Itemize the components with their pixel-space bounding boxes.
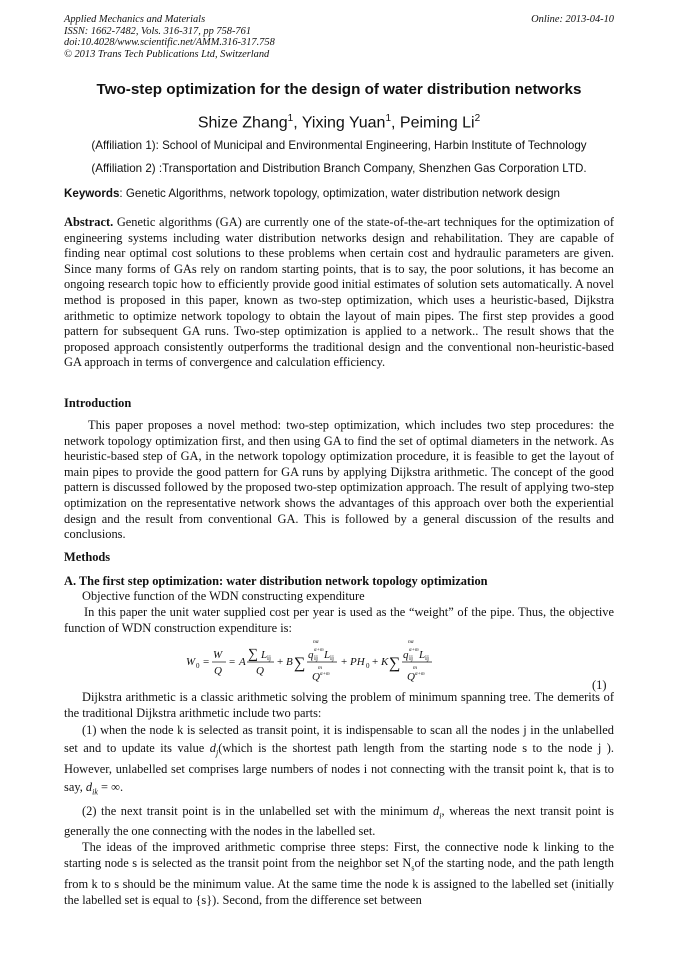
methods-heading: Methods bbox=[64, 550, 111, 564]
eq-equals: = bbox=[229, 656, 236, 668]
eq-sum-icon: ∑ bbox=[248, 647, 258, 662]
eq-k: K bbox=[381, 656, 389, 668]
var-d: d bbox=[85, 779, 93, 794]
var-d: d bbox=[209, 740, 216, 755]
eq-l: L bbox=[419, 649, 426, 661]
var-d-sub: j bbox=[215, 747, 219, 757]
eq-q-den: Q bbox=[256, 665, 264, 677]
ideas-paragraph bbox=[64, 839, 614, 908]
doi-line: doi:10.4028/www.scientific.net/AMM.316-317.758 bbox=[64, 37, 275, 49]
affiliation-1: (Affiliation 1): School of Municipal and Environmental Engineering, Harbin Institute of Technology bbox=[91, 139, 587, 152]
keywords-label: Keywords bbox=[64, 187, 120, 200]
objective-equation bbox=[186, 636, 456, 682]
author-affil-sup: 1 bbox=[287, 113, 294, 124]
author-list bbox=[0, 113, 678, 132]
eq-ph-sub: 0 bbox=[366, 662, 370, 670]
point-1-text: (which is the shortest path length from the starting node s to the node j ). However, unlabelled set comprises large numbers of nodes i not connecting with the transit point k, that is to say, bbox=[64, 740, 614, 794]
eq-w0-sub: 0 bbox=[196, 662, 200, 670]
eq-exp: α+m bbox=[320, 672, 330, 677]
author-affil-sup: 1 bbox=[385, 113, 392, 124]
var-d: d bbox=[433, 804, 440, 818]
introduction-heading: Introduction bbox=[64, 396, 132, 410]
eq-q-den: Q bbox=[407, 671, 415, 682]
eq-q-sub: ij bbox=[409, 654, 413, 662]
objective-line: Objective function of the WDN constructing expenditure bbox=[82, 589, 365, 603]
author-separator: , bbox=[293, 114, 302, 132]
methods-subheading: A. The first step optimization: water distribution network topology optimization bbox=[64, 574, 488, 588]
online-date: Online: 2013-04-10 bbox=[531, 14, 614, 25]
eq-l: L bbox=[324, 649, 331, 661]
point-2-text: (2) the next transit point is in the unlabelled set with the minimum bbox=[82, 804, 434, 818]
journal-name: Applied Mechanics and Materials bbox=[64, 14, 206, 25]
keywords-text: : Genetic Algorithms, network topology, optimization, water distribution network design bbox=[119, 187, 560, 200]
eq-sum-icon: ∑ bbox=[294, 655, 306, 672]
eq-l-sub: ij bbox=[425, 654, 429, 662]
eq-l-sub: ij bbox=[267, 654, 271, 662]
abstract-text: Genetic algorithms (GA) are currently one of the state-of-the-art techniques for the optimization of engineering systems including water distribution networks design and rehabilitation. They are capable of finding near optimal cost solutions to these problems when certain cost and hydraulic parameters are given. Since many forms of GAs rely on random starting points, that is to say, the poor solutions, it has become an ongoing research topic how to efficiently provide good initial estimates of solution sets automatically. A novel method is proposed in this paper, known as two-step optimization, which uses a heuristic-based, Dijkstra arithmetic to optimize network topology to obtain the layout of main pipes. The first step provides a good pattern for subsequent GA runs. Two-step optimization is applied to a network.. The result shows that the proposed approach consistently outperforms the traditional design and the conventional non-heuristic-based GA approach in terms of convergence and calculation efficiency. bbox=[64, 215, 614, 370]
abstract bbox=[64, 215, 614, 371]
eq-q: q bbox=[308, 649, 314, 661]
eq-q: q bbox=[403, 649, 409, 661]
point-1-text: (1) when the node k is selected as transit point, it is indispensable to scan all the nodes j in the unlabelled set and to update its value bbox=[64, 723, 614, 755]
eq-q-sub: ij bbox=[314, 654, 318, 662]
point-2 bbox=[64, 804, 614, 840]
eq-plus: + bbox=[277, 656, 284, 668]
eq-q-den: Q bbox=[312, 671, 320, 682]
eq-exp: nα bbox=[408, 639, 414, 645]
copyright-line: © 2013 Trans Tech Publications Ltd, Switzerland bbox=[64, 48, 270, 60]
equation-number: (1) bbox=[592, 678, 607, 692]
paper-title: Two-step optimization for the design of water distribution networks bbox=[96, 81, 582, 98]
eq-b: B bbox=[286, 656, 293, 668]
eq-exp: nα bbox=[313, 639, 319, 645]
dijkstra-text: Dijkstra arithmetic is a classic arithmetic solving the problem of minimum spanning tree. The demerits of the traditional Dijkstra arithmetic include two parts: bbox=[64, 690, 614, 720]
ideas-text: of the starting node, and the path length from k to s should be the minimum value. At the same time the node k is assigned to the labelled set (initially the labelled set is equal to {s}). Second, from the difference set between bbox=[64, 856, 614, 908]
introduction-text: This paper proposes a novel method: two-step optimization, which includes two step procedures: the network topology optimization first, and then using GA to find the set of optimal diameters in the network. As heuristic-based step of GA, in the network topology optimization procedure, it is feasible to get the layout of main pipes to provide the good pattern for GA runs by applying Dijkstra arithmetic. The concept of the good pattern is discussed followed by the proposed two-step optimization approach. The result of applying two-step optimization on the representative network shows the advantages of this approach over both the experiential design and the result from conventional GA. This is followed by a general discussion of the results and conclusions. bbox=[64, 418, 614, 542]
eq-w0: W bbox=[186, 656, 196, 668]
eq-q-den: Q bbox=[214, 665, 222, 677]
affiliation-2: (Affiliation 2) :Transportation and Distribution Branch Company, Shenzhen Gas Corporation LTD. bbox=[91, 162, 587, 175]
eq-sum-icon: ∑ bbox=[389, 655, 401, 672]
abstract-label: Abstract. bbox=[64, 215, 114, 229]
eq-exp: α+m bbox=[415, 672, 425, 677]
eq-equals: = bbox=[203, 656, 210, 668]
point-2-text: , whereas the next transit point is generally the one connecting with the nodes in the labelled set. bbox=[64, 804, 614, 839]
author-separator: , bbox=[391, 114, 400, 132]
eq-exp: α+m bbox=[314, 648, 324, 653]
point-1 bbox=[64, 722, 614, 801]
var-d-sub: ik bbox=[92, 787, 98, 797]
eq-exp: m bbox=[413, 665, 417, 671]
var-d-sub: i bbox=[439, 811, 442, 821]
infinity-expression: = ∞ bbox=[97, 779, 120, 794]
eq-plus: + bbox=[341, 656, 348, 668]
var-n-sub: s bbox=[411, 863, 415, 873]
objective-text: In this paper the unit water supplied cost per year is used as the “weight” of the pipe. Thus, the objective function of WDN construction expenditure is: bbox=[64, 605, 614, 635]
author-affil-sup: 2 bbox=[474, 113, 481, 124]
issn-line: ISSN: 1662-7482, Vols. 316-317, pp 758-761 bbox=[64, 25, 252, 37]
eq-l: L bbox=[261, 649, 268, 661]
eq-a: A bbox=[239, 656, 246, 668]
journal-header bbox=[64, 14, 275, 60]
eq-exp: m bbox=[318, 665, 322, 671]
author-name: Shize Zhang bbox=[197, 114, 288, 132]
var-n: N bbox=[402, 856, 412, 870]
eq-l-sub: ij bbox=[330, 654, 334, 662]
point-1-end: . bbox=[119, 779, 124, 794]
author-name: Peiming Li bbox=[399, 114, 475, 132]
eq-ph: PH bbox=[350, 656, 365, 668]
eq-w-num: W bbox=[213, 649, 223, 661]
author-name: Yixing Yuan bbox=[301, 114, 386, 132]
ideas-text: The ideas of the improved arithmetic comprise three steps: First, the connective node k linking to the starting node s is selected as the transit point from the neighbor set bbox=[64, 840, 614, 870]
eq-exp: α+m bbox=[409, 648, 419, 653]
keywords bbox=[64, 187, 624, 200]
eq-plus: + bbox=[372, 656, 379, 668]
